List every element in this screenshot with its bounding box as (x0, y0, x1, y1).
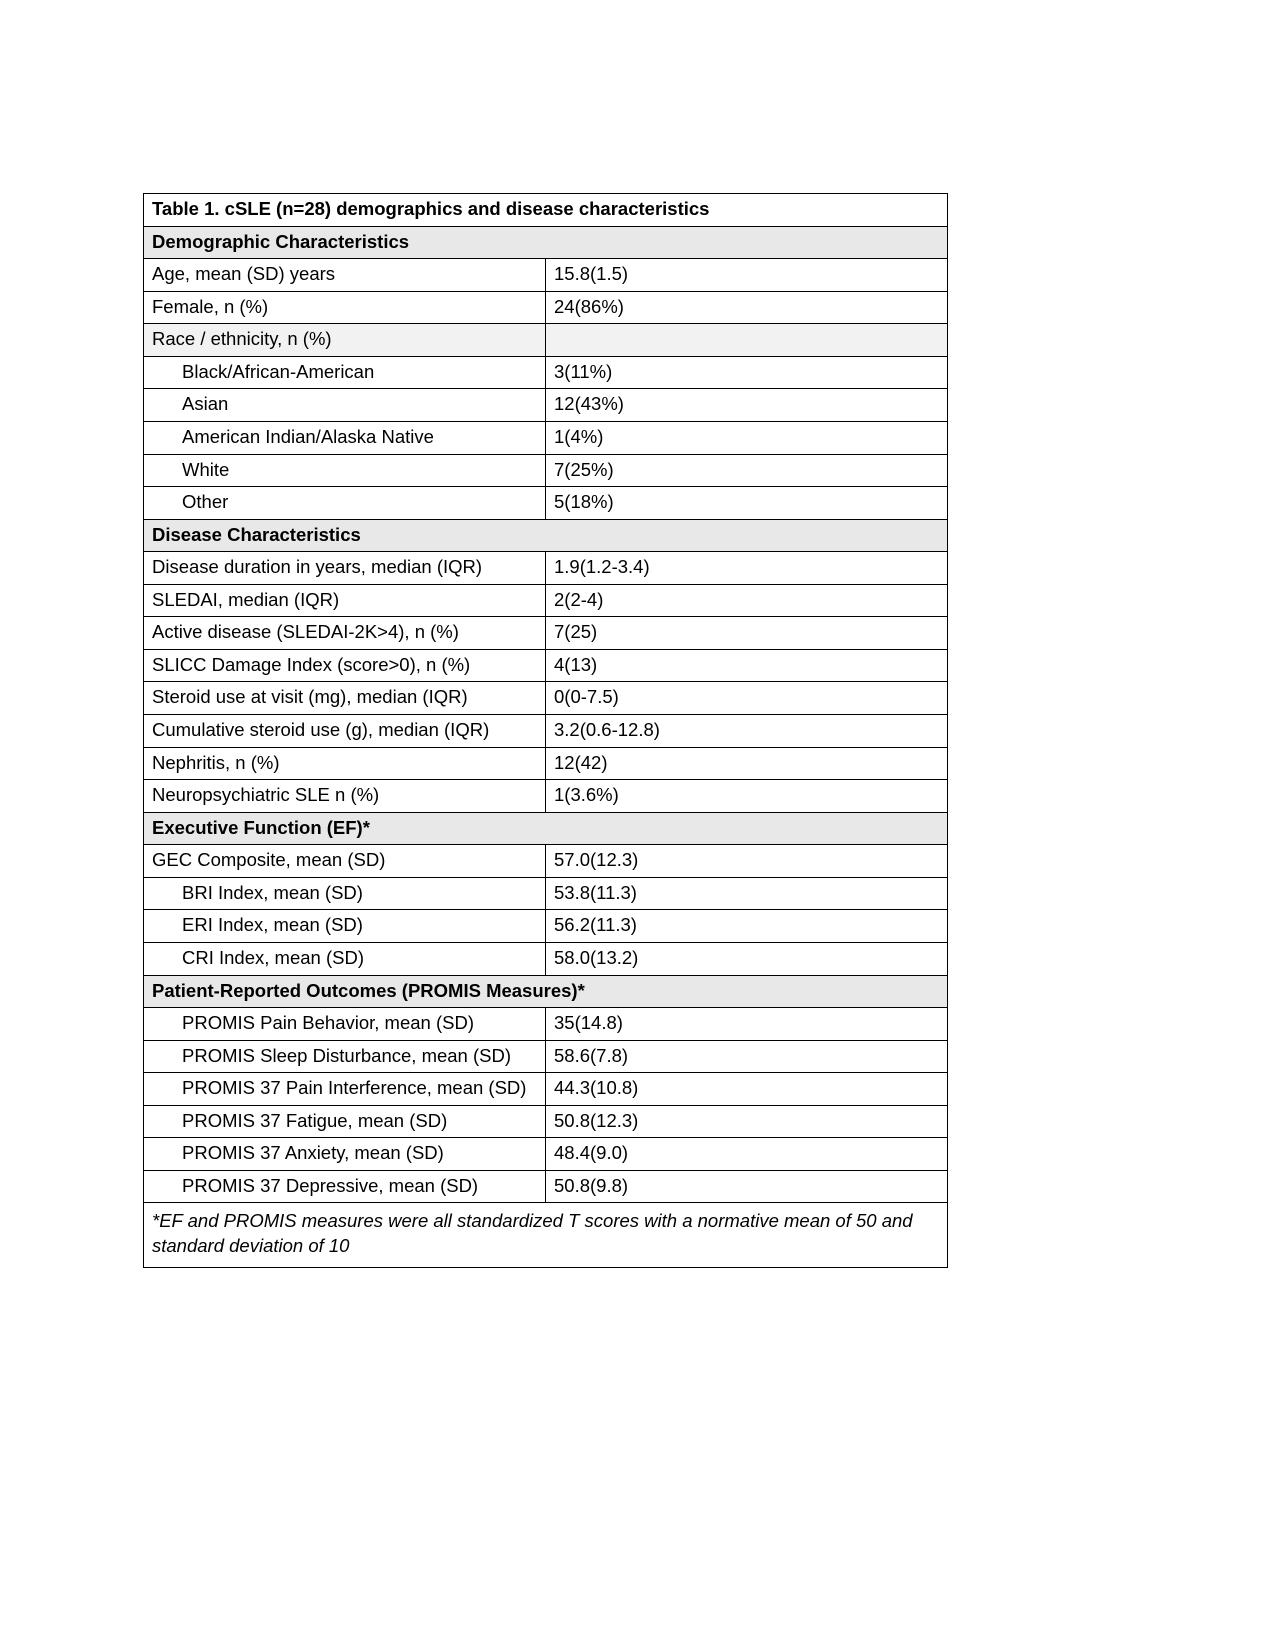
table-row (144, 584, 948, 617)
row-label-cell (144, 1105, 546, 1138)
table-row (144, 487, 948, 520)
table-footnote-row (144, 1203, 948, 1268)
row-label: PROMIS 37 Anxiety, mean (SD) (182, 1142, 444, 1164)
table-row (144, 1008, 948, 1041)
row-label-cell (144, 942, 546, 975)
row-value-cell: 53.8(11.3) (546, 877, 948, 910)
row-value-cell: 15.8(1.5) (546, 259, 948, 292)
table-row (144, 1040, 948, 1073)
row-label-cell (144, 1040, 546, 1073)
row-label: White (182, 458, 230, 480)
row-label-cell: Disease duration in years, median (IQR) (144, 552, 546, 585)
row-value-cell: 1(3.6%) (546, 780, 948, 813)
row-label-cell: SLEDAI, median (IQR) (144, 584, 546, 617)
row-label: Other (182, 491, 229, 513)
table-row (144, 324, 948, 357)
row-label-cell: GEC Composite, mean (SD) (144, 845, 546, 878)
row-value-cell: 57.0(12.3) (546, 845, 948, 878)
row-label-cell (144, 1138, 546, 1171)
row-label-cell (144, 1073, 546, 1106)
row-label: PROMIS 37 Pain Interference, mean (SD) (182, 1077, 527, 1099)
row-label: Black/African-American (182, 360, 375, 382)
table-row (144, 617, 948, 650)
row-value-cell: 5(18%) (546, 487, 948, 520)
row-value-cell: 1.9(1.2-3.4) (546, 552, 948, 585)
table-row (144, 454, 948, 487)
row-value-cell: 44.3(10.8) (546, 1073, 948, 1106)
row-value-cell (546, 324, 948, 357)
row-label-cell: Age, mean (SD) years (144, 259, 546, 292)
row-label: BRI Index, mean (SD) (182, 881, 363, 903)
row-label-cell: Nephritis, n (%) (144, 747, 546, 780)
table-row (144, 715, 948, 748)
table-row (144, 747, 948, 780)
row-label-cell (144, 877, 546, 910)
table-title-row (144, 194, 948, 227)
row-label-cell: SLICC Damage Index (score>0), n (%) (144, 649, 546, 682)
row-label: ERI Index, mean (SD) (182, 914, 363, 936)
table-row (144, 780, 948, 813)
section-header-label: Patient-Reported Outcomes (PROMIS Measures)* (144, 975, 948, 1008)
section-header-row (144, 226, 948, 259)
row-value-cell: 4(13) (546, 649, 948, 682)
section-header-row (144, 812, 948, 845)
row-label: PROMIS Pain Behavior, mean (SD) (182, 1012, 474, 1034)
row-value-cell: 2(2-4) (546, 584, 948, 617)
row-value-cell: 12(43%) (546, 389, 948, 422)
row-label-cell: Steroid use at visit (mg), median (IQR) (144, 682, 546, 715)
row-label: PROMIS Sleep Disturbance, mean (SD) (182, 1044, 512, 1066)
row-value-cell: 48.4(9.0) (546, 1138, 948, 1171)
row-label-cell (144, 1170, 546, 1203)
table-row (144, 259, 948, 292)
row-label-cell (144, 1008, 546, 1041)
row-label: Asian (182, 393, 229, 415)
table-row (144, 1138, 948, 1171)
table-title: Table 1. cSLE (n=28) demographics and disease characteristics (144, 194, 948, 227)
row-value-cell: 56.2(11.3) (546, 910, 948, 943)
section-header-row (144, 519, 948, 552)
table-row (144, 682, 948, 715)
section-header-label: Disease Characteristics (144, 519, 948, 552)
row-label-cell (144, 421, 546, 454)
table-row (144, 421, 948, 454)
demographics-table (143, 193, 948, 1268)
row-label: American Indian/Alaska Native (182, 425, 434, 447)
row-value-cell: 50.8(12.3) (546, 1105, 948, 1138)
table-row (144, 389, 948, 422)
table-row (144, 1105, 948, 1138)
table-container (143, 193, 948, 1268)
row-value-cell: 12(42) (546, 747, 948, 780)
row-label-cell (144, 910, 546, 943)
row-label-cell (144, 454, 546, 487)
section-header-row (144, 975, 948, 1008)
section-header-label: Executive Function (EF)* (144, 812, 948, 845)
row-label-cell (144, 487, 546, 520)
table-row (144, 1073, 948, 1106)
row-value-cell: 58.6(7.8) (546, 1040, 948, 1073)
row-label-cell: Neuropsychiatric SLE n (%) (144, 780, 546, 813)
row-label-cell (144, 389, 546, 422)
table-row (144, 877, 948, 910)
row-label: PROMIS 37 Fatigue, mean (SD) (182, 1109, 448, 1131)
row-value-cell: 58.0(13.2) (546, 942, 948, 975)
table-row (144, 552, 948, 585)
table-footnote: *EF and PROMIS measures were all standardized T scores with a normative mean of 50 and standard deviation of 10 (144, 1203, 948, 1268)
table-row (144, 1170, 948, 1203)
row-value-cell: 7(25) (546, 617, 948, 650)
row-value-cell: 35(14.8) (546, 1008, 948, 1041)
row-value-cell: 0(0-7.5) (546, 682, 948, 715)
row-label-cell (144, 356, 546, 389)
row-label-cell: Race / ethnicity, n (%) (144, 324, 546, 357)
row-label-cell: Active disease (SLEDAI-2K>4), n (%) (144, 617, 546, 650)
row-label: PROMIS 37 Depressive, mean (SD) (182, 1174, 479, 1196)
table-row (144, 942, 948, 975)
row-label: CRI Index, mean (SD) (182, 946, 364, 968)
row-value-cell: 3(11%) (546, 356, 948, 389)
row-value-cell: 24(86%) (546, 291, 948, 324)
table-row (144, 356, 948, 389)
row-value-cell: 3.2(0.6-12.8) (546, 715, 948, 748)
table-row (144, 649, 948, 682)
table-row (144, 845, 948, 878)
row-value-cell: 1(4%) (546, 421, 948, 454)
section-header-label: Demographic Characteristics (144, 226, 948, 259)
row-label-cell: Cumulative steroid use (g), median (IQR) (144, 715, 546, 748)
row-label-cell: Female, n (%) (144, 291, 546, 324)
row-value-cell: 7(25%) (546, 454, 948, 487)
table-row (144, 291, 948, 324)
table-row (144, 910, 948, 943)
row-value-cell: 50.8(9.8) (546, 1170, 948, 1203)
